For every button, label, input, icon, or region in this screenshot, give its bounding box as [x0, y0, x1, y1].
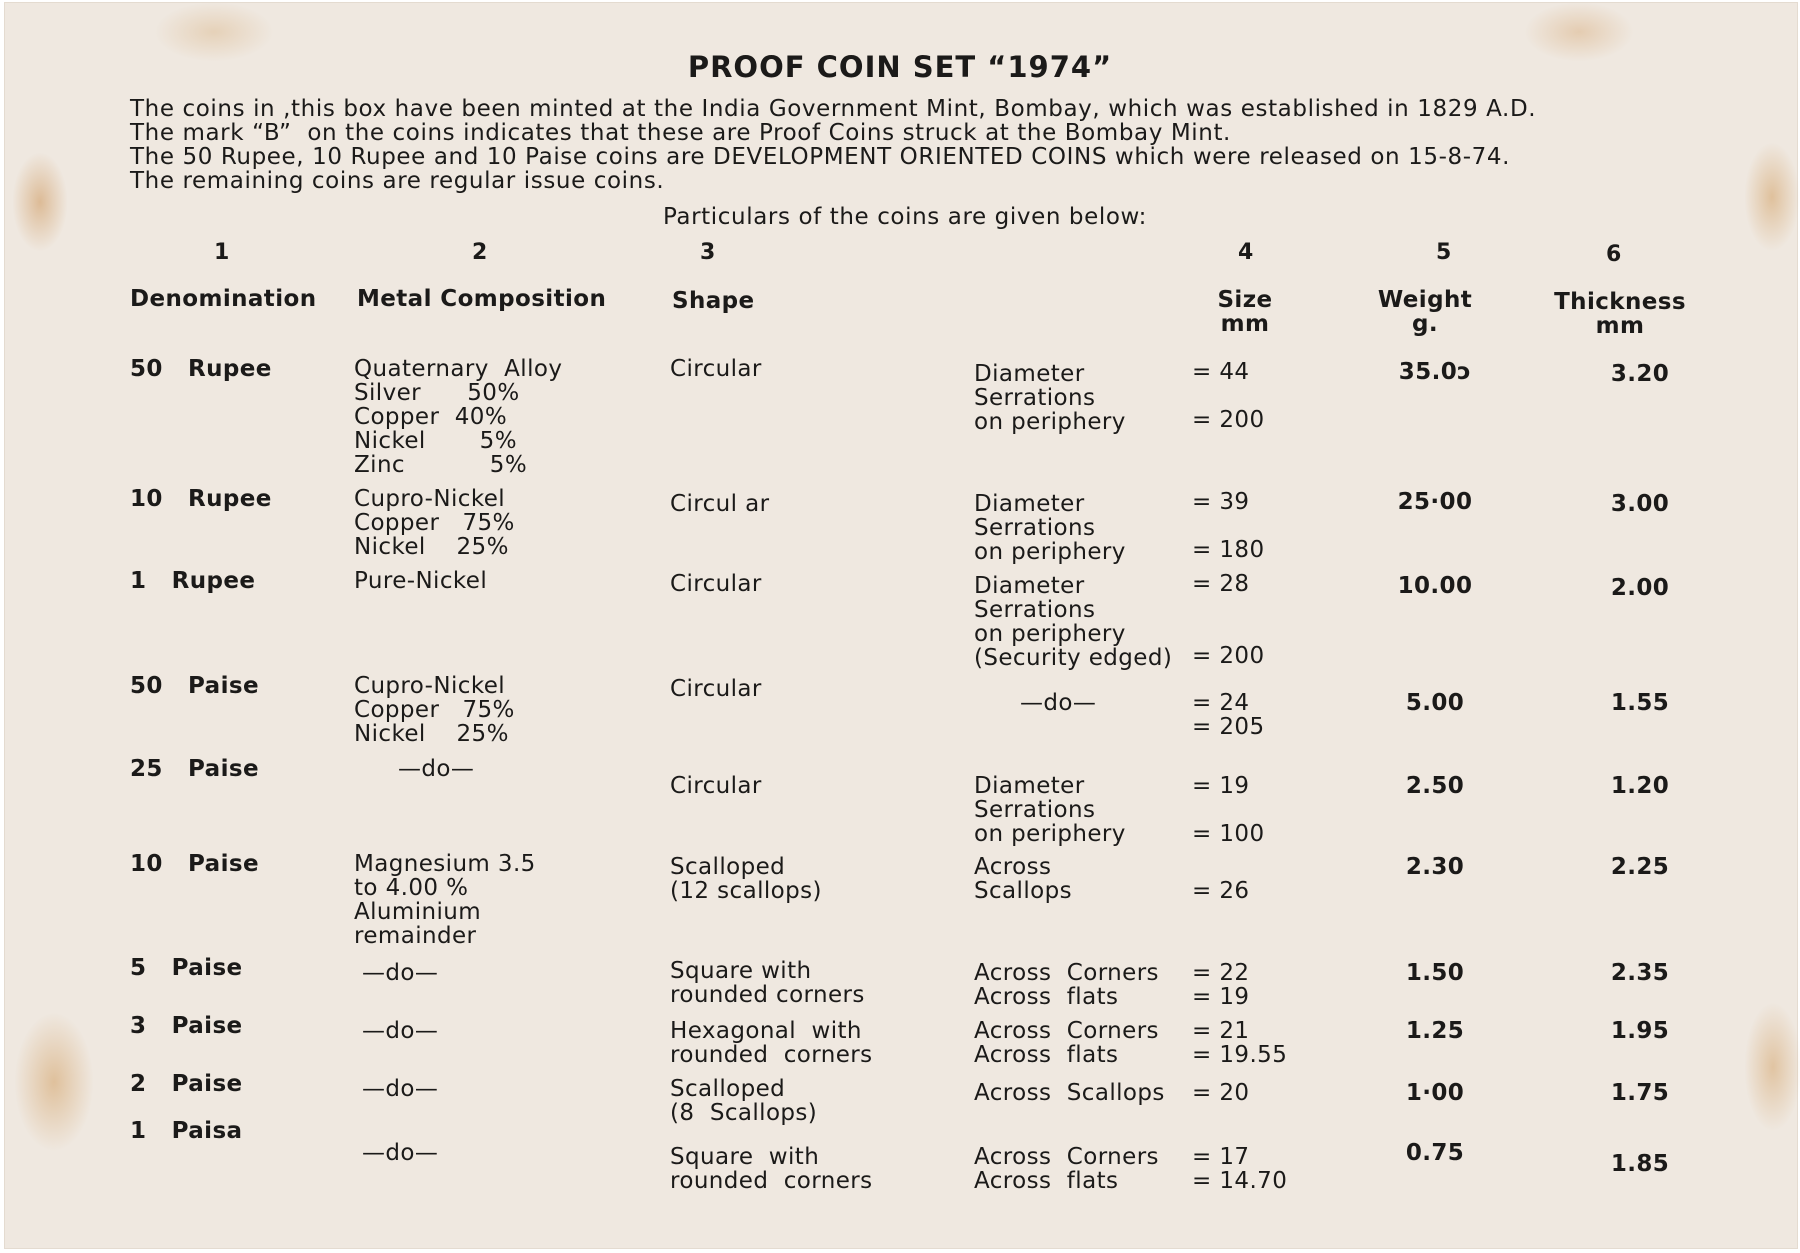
thickness-cell: 2.00	[1610, 575, 1670, 601]
shape-cell: Scalloped (8 Scallops)	[670, 1076, 818, 1126]
shape-cell: Circular	[670, 676, 762, 702]
age-stain	[1744, 142, 1800, 252]
shape-cell: Circular	[670, 356, 762, 382]
size-value-cell: = 28 = 200	[1192, 571, 1265, 669]
weight-cell: 2.30	[1405, 854, 1465, 880]
shape-cell: Square with rounded corners	[670, 958, 865, 1008]
shape-cell: Circular	[670, 773, 762, 799]
thickness-cell: 2.25	[1610, 854, 1670, 880]
size-value-cell: = 19 = 100	[1192, 773, 1265, 847]
page-title: PROOF COIN SET “1974”	[687, 50, 1113, 84]
denomination-cell: 50 Paise	[130, 673, 259, 699]
intro-line: The mark “B” on the coins indicates that these are Proof Coins struck at the Bombay Mint.	[130, 120, 1231, 146]
size-label-cell: Across Scallops	[974, 1080, 1165, 1106]
denomination-cell: 1 Paisa	[130, 1118, 243, 1144]
metal-cell: Pure-Nickel	[354, 568, 488, 594]
weight-cell: 1.25	[1405, 1018, 1465, 1044]
thickness-cell: 1.20	[1610, 773, 1670, 799]
shape-cell: Circul ar	[670, 491, 770, 517]
denomination-cell: 5 Paise	[130, 955, 243, 981]
size-label-cell: Across Scallops	[974, 854, 1072, 904]
thickness-cell: 1.95	[1610, 1018, 1670, 1044]
size-value-cell: = 22 = 19	[1192, 960, 1250, 1010]
weight-cell: 1.50	[1405, 960, 1465, 986]
denomination-cell: 3 Paise	[130, 1013, 243, 1039]
shape-cell: Circular	[670, 571, 762, 597]
age-stain	[12, 152, 68, 252]
column-number: 1	[214, 240, 230, 265]
shape-cell: Scalloped (12 scallops)	[670, 854, 822, 904]
column-number: 3	[700, 240, 716, 265]
header-weight: Weight g.	[1377, 287, 1473, 337]
particulars-caption: Particulars of the coins are given below:	[663, 204, 1148, 230]
weight-cell: 1·00	[1405, 1080, 1465, 1106]
intro-line: The coins in ,this box have been minted at the India Government Mint, Bombay, which was established in 1829 A.D.	[130, 96, 1537, 122]
denomination-cell: 2 Paise	[130, 1071, 243, 1097]
metal-cell: Quaternary Alloy Silver 50% Copper 40% Nickel 5% Zinc 5%	[354, 356, 563, 478]
thickness-cell: 2.35	[1610, 960, 1670, 986]
size-value-cell: = 44 = 200	[1192, 359, 1265, 433]
column-number: 6	[1606, 242, 1622, 267]
size-value-cell: = 26	[1192, 878, 1250, 904]
thickness-cell: 1.85	[1610, 1151, 1670, 1177]
metal-cell: —do—	[398, 756, 475, 782]
denomination-cell: 10 Paise	[130, 851, 259, 877]
shape-cell: Hexagonal with rounded corners	[670, 1018, 873, 1068]
thickness-cell: 3.20	[1610, 361, 1670, 387]
weight-cell: 5.00	[1405, 690, 1465, 716]
weight-cell: 0.75	[1405, 1140, 1465, 1166]
shape-cell: Square with rounded corners	[670, 1144, 873, 1194]
header-metal-composition: Metal Composition	[357, 286, 607, 312]
denomination-cell: 10 Rupee	[130, 486, 272, 512]
intro-line: The remaining coins are regular issue coins.	[130, 168, 665, 194]
header-denomination: Denomination	[130, 286, 317, 312]
denomination-cell: 25 Paise	[130, 756, 259, 782]
size-label-cell: Across Corners Across flats	[974, 1018, 1159, 1068]
header-thickness: Thickness mm	[1554, 289, 1686, 339]
age-stain	[1744, 1002, 1800, 1132]
column-number: 2	[472, 240, 488, 265]
size-value-cell: = 20	[1192, 1080, 1250, 1106]
metal-cell: —do—	[362, 960, 439, 986]
size-label-cell: Across Corners Across flats	[974, 960, 1159, 1010]
size-label-cell: Across Corners Across flats	[974, 1144, 1159, 1194]
header-size: Size mm	[1217, 287, 1273, 337]
column-number: 4	[1238, 240, 1254, 265]
intro-line: The 50 Rupee, 10 Rupee and 10 Paise coins are DEVELOPMENT ORIENTED COINS which were released on 15-8-74.	[130, 144, 1511, 170]
size-label-cell: —do—	[1020, 690, 1097, 716]
metal-cell: —do—	[362, 1140, 439, 1166]
thickness-cell: 1.75	[1610, 1080, 1670, 1106]
size-label-cell: Diameter Serrations on periphery (Security edged)	[974, 573, 1173, 671]
thickness-cell: 3.00	[1610, 491, 1670, 517]
size-label-cell: Diameter Serrations on periphery	[974, 773, 1126, 847]
size-label-cell: Diameter Serrations on periphery	[974, 491, 1126, 565]
denomination-cell: 1 Rupee	[130, 568, 256, 594]
metal-cell: Cupro-Nickel Copper 75% Nickel 25%	[354, 486, 515, 560]
thickness-cell: 1.55	[1610, 690, 1670, 716]
size-value-cell: = 39 = 180	[1192, 489, 1265, 563]
weight-cell: 10.00	[1397, 573, 1473, 599]
header-shape: Shape	[672, 288, 755, 314]
metal-cell: —do—	[362, 1018, 439, 1044]
size-value-cell: = 24 = 205	[1192, 690, 1265, 740]
age-stain	[14, 1012, 94, 1152]
metal-cell: Magnesium 3.5 to 4.00 % Aluminium remainder	[354, 851, 536, 949]
weight-cell: 25·00	[1397, 489, 1473, 515]
size-label-cell: Diameter Serrations on periphery	[974, 361, 1126, 435]
denomination-cell: 50 Rupee	[130, 356, 272, 382]
weight-cell: 35.0ɔ	[1398, 359, 1472, 385]
size-value-cell: = 17 = 14.70	[1192, 1144, 1288, 1194]
column-number: 5	[1436, 240, 1452, 265]
size-value-cell: = 21 = 19.55	[1192, 1018, 1288, 1068]
metal-cell: Cupro-Nickel Copper 75% Nickel 25%	[354, 673, 515, 747]
metal-cell: —do—	[362, 1076, 439, 1102]
weight-cell: 2.50	[1405, 773, 1465, 799]
